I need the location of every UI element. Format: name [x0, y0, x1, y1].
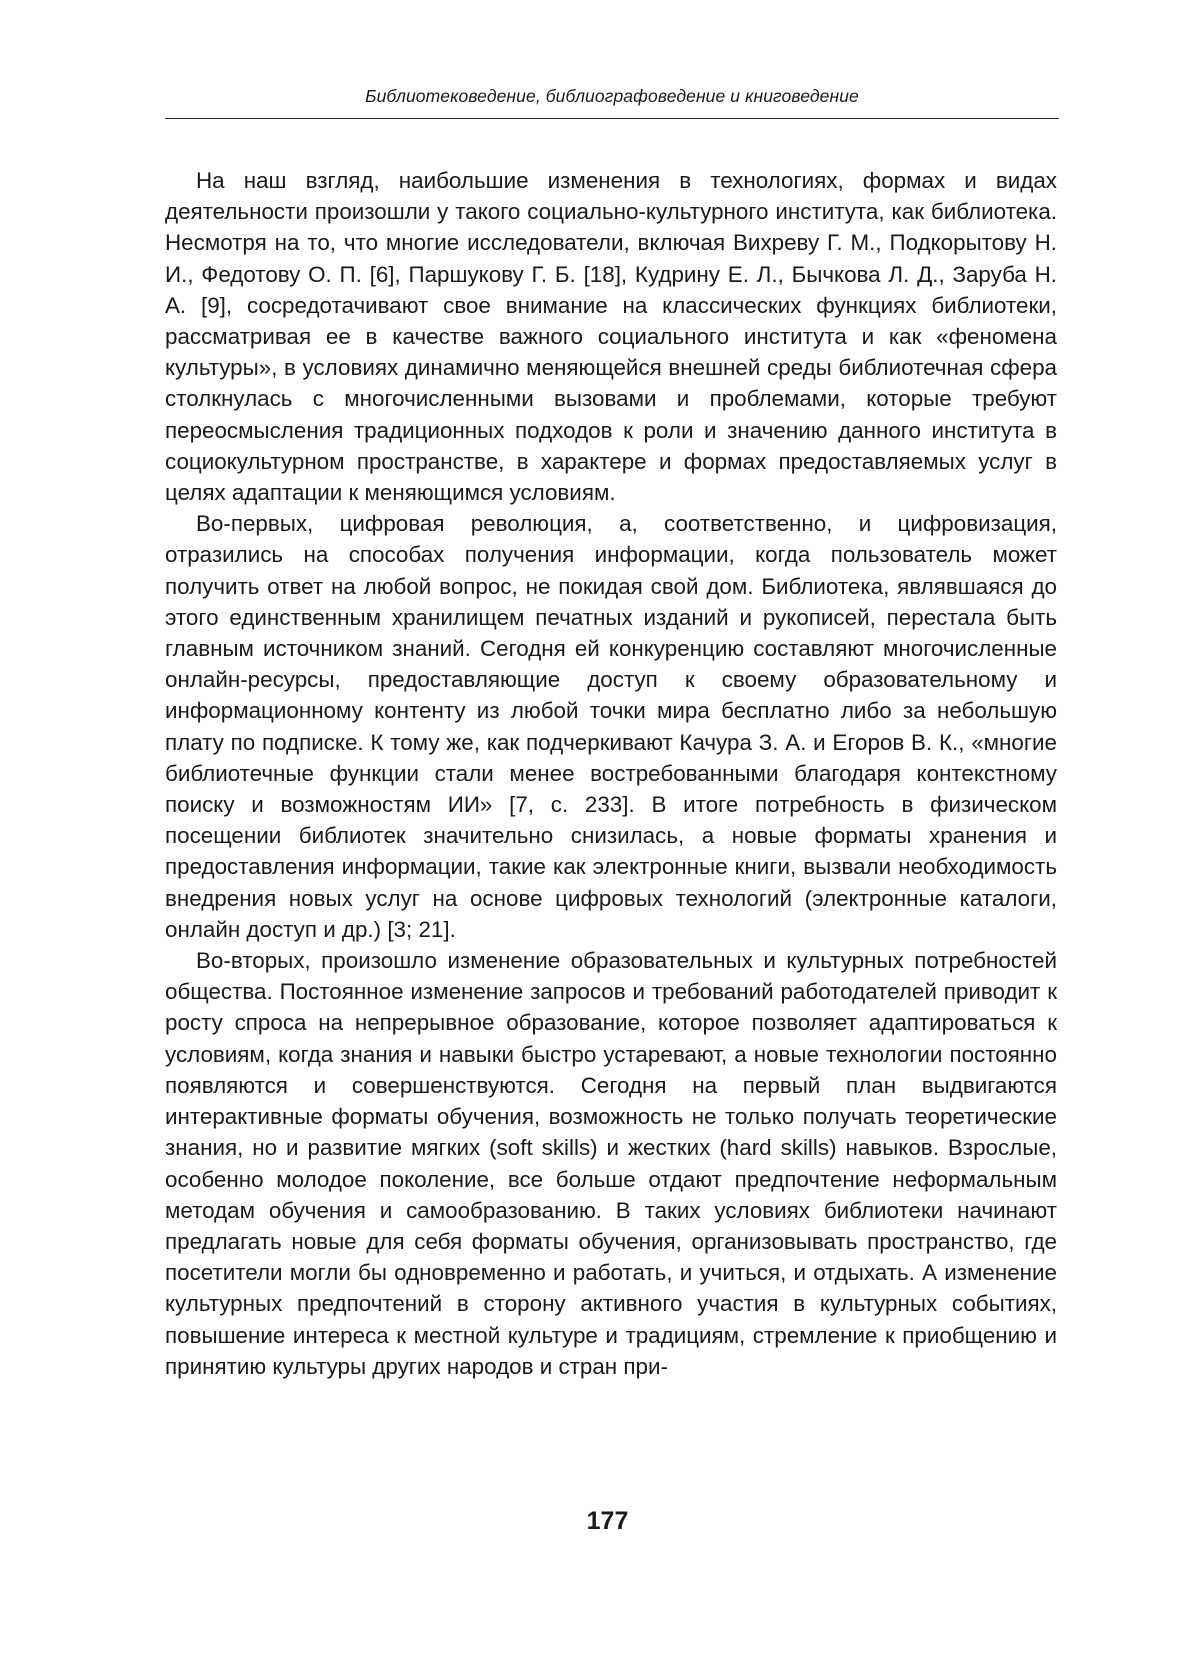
paragraph: На наш взгляд, наибольшие изменения в технологиях, формах и видах деятельности произошли у такого социально-культурного института, как библиотека. Несмотря на то, что многие исследователи, включая Вихреву Г. М., Подкорытову Н. И., Федотову О. П. [6], Паршукову Г. Б. [18], Кудрину Е. Л., Бычкова Л. Д., Заруба Н. А. [9], сосредотачивают свое внимание на классических функциях библиотеки, рассматривая ее в качестве важного социального института и как «феномена культуры», в условиях динамично меняющейся внешней среды библиотечная сфера столкнулась с многочисленными вызовами и проблемами, которые требуют переосмысления традиционных подходов к роли и значению данного института в социокультурном пространстве, в характере и формах предоставляемых услуг в целях адаптации к меняющимся условиям.: [165, 168, 1057, 506]
paragraph: Во-вторых, произошло изменение образовательных и культурных потребностей общества. Постоянное изменение запросов и требований работодателей приводит к росту спроса на непрерывное образование, которое позволяет адаптироваться к условиям, когда знания и навыки быстро устаревают, а новые технологии постоянно появляются и совершенствуются. Сегодня на первый план выдвигаются интерактивные форматы обучения, возможность не только получать теоретические знания, но и развитие мягких (soft skills) и жестких (hard skills) навыков. Взрослые, особенно молодое поколение, все больше отдают предпочтение неформальным методам обучения и самообразованию. В таких условиях библиотеки начинают предлагать новые для себя форматы обучения, организовывать пространство, где посетители могли бы одновременно и работать, и учиться, и отдыхать. А изменение культурных предпочтений в сторону активного участия в культурных событиях, повышение интереса к местной культуре и традициям, стремление к приобщению и принятию культуры других народов и стран при-: [165, 948, 1057, 1379]
running-header: Библиотековедение, библиографоведение и книговедение: [365, 86, 859, 106]
paragraph: Во-первых, цифровая революция, а, соответственно, и цифровизация, отразились на способах получения информации, когда пользователь может получить ответ на любой вопрос, не покидая свой дом. Библиотека, являвшаяся до этого единственным хранилищем печатных изданий и рукописей, перестала быть главным источником знаний. Сегодня ей конкуренцию составляют многочисленные онлайн-ресурсы, предоставляющие доступ к своему образовательному и информационному контенту из любой точки мира бесплатно либо за небольшую плату по подписке. К тому же, как подчеркивают Качура З. А. и Егоров В. К., «многие библиотечные функции стали менее востребованными благодаря контекстному поиску и возможностям ИИ» [7, с. 233]. В итоге потребность в физическом посещении библиотек значительно снизилась, а новые форматы хранения и предоставления информации, такие как электронные книги, вызвали необходимость внедрения новых услуг на основе цифровых технологий (электронные каталоги, онлайн доступ и др.) [3; 21].: [165, 511, 1057, 942]
header-divider: [165, 118, 1059, 119]
page-number: 177: [586, 1507, 629, 1535]
body-text: [165, 165, 1057, 1382]
